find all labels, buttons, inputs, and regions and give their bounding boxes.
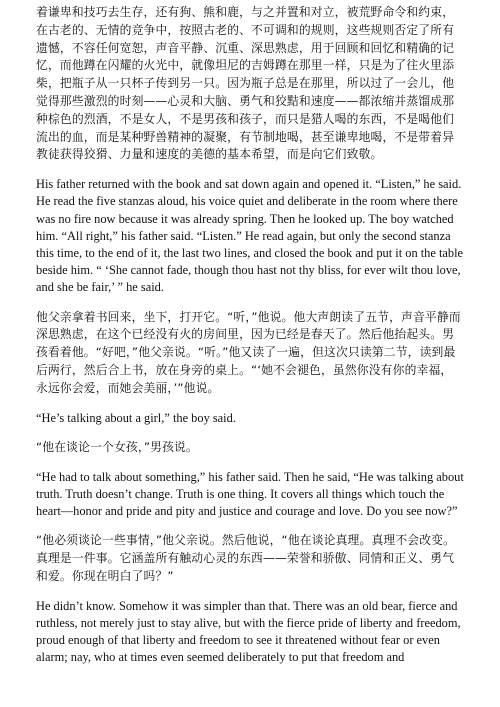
paragraph-chinese-2: 他父亲拿着书回来，坐下，打开它。“听，”他说。他大声朗读了五节，声音平静而深思熟虑，在这个已经没有火的房间里，因为已经是春天了。然后他抬起头。男孩看着他。“好吧，”他父亲说。“听。”他又读了一遍，但这次只读第二节，读到最后两行，然后合上书，放在身旁的桌上。“‘她不会褪色，虽然你没有你的幸福，永远你会爱，而她会美丽，’”他说。	[36, 309, 461, 395]
paragraph-chinese-4: “他必须谈论一些事情，”他父亲说。然后他说，“他在谈论真理。真理不会改变。真理是一件事。它涵盖所有触动心灵的东西——荣誉和骄傲、同情和正义、勇气和爱。你现在明白了吗？”	[36, 533, 456, 583]
paragraph-english-1: His father returned with the book and sat down again and opened it. “Listen,” he said. He read the five stanzas aloud, his voice quiet and deliberate in the room where there was no fire now because it was already spring. Then he looked up. The boy watched him. “All right,” his father said. “Listen.” He read again, but only the second stanza this time, to the end of it, the last two lines, and closed the book and put it on the table beside him. “ ‘She cannot fade, though thou hast not thy bliss, for ever wilt thou love, and she be fair,’ ” he said.	[36, 177, 464, 295]
paragraph-chinese-3: “他在谈论一个女孩，”男孩说。	[36, 439, 198, 454]
paragraph-english-2: “He’s talking about a girl,” the boy said.	[36, 410, 236, 425]
paragraph-chinese-1: 着谦卑和技巧去生存，还有狗、熊和鹿，与之并置和对立，被荒野命令和约束，在古老的、无情的竞争中，按照古老的、不可调和的规则，这些规则否定了所有遗憾，不容任何宽恕，声音平静、沉重、深思熟虑，用于回顾和回忆和精确的记忆，而他蹲在闪耀的火光中，就像坦尼的吉姆蹲在那里一样，只是为了往火里添柴，把瓶子从一只杯子传到另一只。因为瓶子总是在那里，所以过了一会儿，他觉得那些激烈的时刻——心灵和大脑、勇气和狡黠和速度——都浓缩并蒸馏成那种棕色的烈酒，不是女人，不是男孩和孩子，而只是猎人喝的东西，不是喝他们流出的血，而是某种野兽精神的凝聚，有节制地喝，甚至谦卑地喝，不是带着异教徒获得狡猾、力量和速度的美德的基本希望，而是向它们致敬。	[36, 5, 455, 162]
paragraph-english-3: “He had to talk about something,” his father said. Then he said, “He was talking about truth. Truth doesn’t change. Truth is one thing. It covers all things which touch the heart—honor and pride and pity and justice and courage and love. Do you see now?”	[36, 469, 464, 518]
paragraph-english-4: He didn’t know. Somehow it was simpler than that. There was an old bear, fierce and ruthless, not merely just to stay alive, but with the fierce pride of liberty and freedom, proud enough of that liberty and freedom to see it threatened without fear or even alarm; nay, who at times even seemed deliberately to put that freedom and	[36, 598, 461, 665]
